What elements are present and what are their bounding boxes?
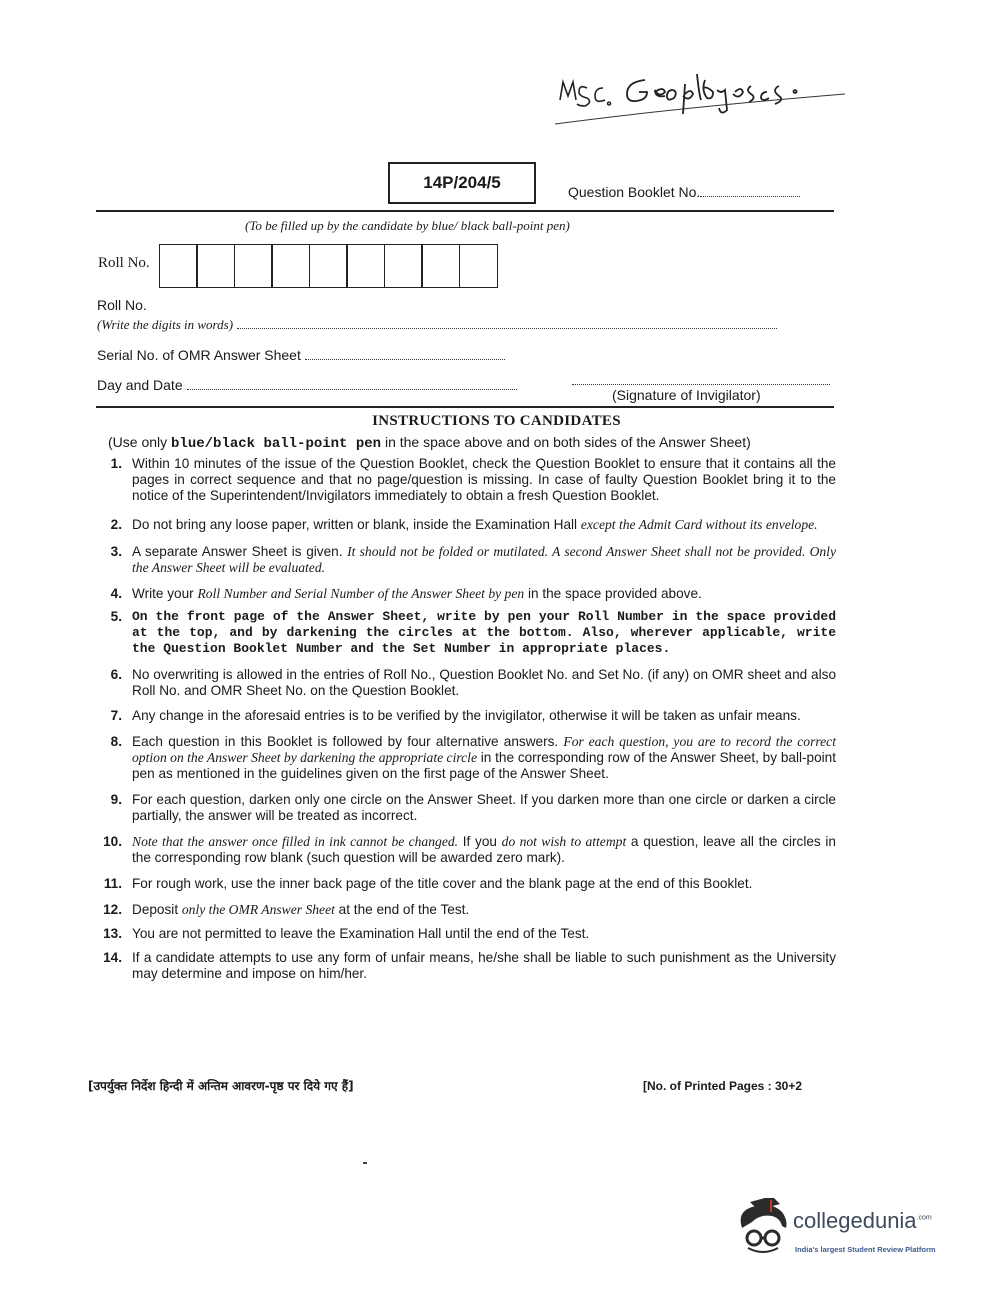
brand-suffix: .com [916,1214,932,1222]
list-item [96,876,836,892]
omr-serial-field [97,347,505,363]
header-divider [96,210,834,212]
item-number: 7. [110,708,122,723]
item-text-part: at the end of the Test. [334,902,470,917]
fill-instruction-note: (To be filled up by the candidate by blue/ black ball-point pen) [245,218,570,233]
instructions-heading: INSTRUCTIONS TO CANDIDATES [372,413,621,429]
paper-code: 14P/204/5 [423,173,501,192]
item-number: 10. [103,834,122,849]
item-text: You are not permitted to leave the Examination Hall until the end of the Test. [132,926,590,941]
list-item [96,734,836,782]
list-item [96,517,836,533]
item-number: 1. [110,456,122,471]
roll-no-label: Roll No. [98,255,150,271]
item-text: No overwriting is allowed in the entries of Roll No., Question Booklet No. and Set No. (if any) on OMR sheet and also Roll No. and OMR Sheet No. on the Question Booklet. [132,667,836,698]
question-booklet-no-blank[interactable] [700,184,800,197]
day-date-blank[interactable] [187,377,517,390]
instructions-subheading [108,434,751,452]
list-item [96,708,836,724]
item-text-italic: only the OMR Answer Sheet [181,902,335,917]
roll-no-box[interactable] [271,244,310,288]
hindi-note: [उपर्युक्त निर्देश हिन्दी में अन्तिम आवरण-पृष्ठ पर दिये गए हैं] [88,1079,354,1093]
item-text [132,586,836,602]
item-text [132,734,836,782]
item-text-italic: do not wish to attempt [501,834,627,849]
list-item [96,792,836,824]
roll-no-boxes [160,244,498,288]
item-number: 12. [103,902,122,917]
item-text: Within 10 minutes of the issue of the Question Booklet, check the Question Booklet to ensure that it contains all the pages in correct sequence and that no page/question is missing. In case of faulty Question Booklet bring it to the notice of the Superintendent/Invigilators immediately to obtain a fresh Question Booklet. [132,456,836,503]
item-text-part: Do not bring any loose paper, written or blank, inside the Examination Hall [132,517,581,532]
item-text: On the front page of the Answer Sheet, write by pen your Roll Number in the space provided at the top, and by darkening the circles at the bottom. Also, wherever applicable, write the Question Booklet Number and the Set Number in appropriate places. [132,609,836,656]
item-text-italic: Note that the answer once filled in ink cannot be changed. [132,834,459,849]
roll-no-box[interactable] [384,244,423,288]
subheading-post: in the space above and on both sides of the Answer Sheet) [381,434,751,450]
collegedunia-brand [793,1208,932,1234]
list-item [96,950,836,982]
roll-no-words-blank[interactable] [237,316,777,329]
roll-no-box[interactable] [234,244,273,288]
brand-name: collegedunia [793,1208,917,1233]
collegedunia-logo-icon [736,1198,792,1256]
item-text-italic: Roll Number and Serial Number of the Answer Sheet by pen [197,586,525,601]
subheading-pre: (Use only [108,434,172,450]
item-text-part: Write your [132,586,198,601]
item-text-part: A separate Answer Sheet is given. [132,544,348,559]
list-item [96,456,836,504]
item-text-part: in the space provided above. [524,586,702,601]
item-text-part: If you [458,834,502,849]
item-text [132,834,836,866]
item-number: 8. [110,734,122,749]
item-number: 6. [110,667,122,682]
item-text [132,902,836,918]
list-item [96,667,836,699]
collegedunia-tagline: India's largest Student Review Platform [795,1245,936,1254]
item-number: 9. [110,792,122,807]
item-text-italic: except the Admit Card without its envelope. [580,517,818,532]
item-text-italic: For each question, you are to record the correct option on the Answer Sheet by darkening the appropriate circle [132,734,836,765]
list-item [96,609,836,657]
item-number: 4. [110,586,122,601]
paper-code-box [388,162,536,204]
list-item [96,926,836,942]
item-text-part: Deposit [132,902,182,917]
roll-no-words-field [97,316,777,333]
item-number: 11. [103,876,122,891]
item-text: For rough work, use the inner back page of the title cover and the blank page at the end of this Booklet. [132,876,753,891]
roll-no-box[interactable] [309,244,348,288]
item-number: 2. [110,517,122,532]
question-booklet-no-field [568,184,800,200]
roll-no-box[interactable] [159,244,198,288]
day-date-field [97,377,517,393]
list-item [96,902,836,918]
page-mark [363,1162,367,1164]
roll-no-words-label: Roll No. [97,297,147,313]
item-text: For each question, darken only one circle on the Answer Sheet. If you darken more than one circle or darken a circle partially, the answer will be treated as incorrect. [132,792,836,823]
question-booklet-no-label: Question Booklet No. [568,184,701,200]
item-text-part: in the corresponding row of the Answer Sheet, by ball-point pen as mentioned in the guidelines given on the first page of the Answer Sheet. [132,750,836,781]
handwritten-note [555,70,855,130]
subheading-bold: blue/black ball-point pen [171,436,382,452]
roll-no-box[interactable] [459,244,498,288]
invigilator-signature-label: (Signature of Invigilator) [612,387,761,403]
printed-pages-note: [No. of Printed Pages : 30+2 [643,1079,803,1093]
form-divider [96,406,834,408]
item-number: 3. [110,544,122,559]
item-number: 13. [103,926,122,941]
item-text-italic: It should not be folded or mutilated. A second Answer Sheet shall not be provided. Only the Answer Sheet will be evaluated. [132,544,836,575]
item-text: If a candidate attempts to use any form of unfair means, he/she shall be liable to such punishment as the University may determine and impose on him/her. [132,950,836,981]
roll-no-box[interactable] [346,244,385,288]
item-number: 14. [103,950,122,965]
list-item [96,834,836,866]
omr-serial-label: Serial No. of OMR Answer Sheet [97,347,301,363]
roll-no-box[interactable] [196,244,235,288]
omr-serial-blank[interactable] [305,347,505,360]
item-text [132,544,836,576]
roll-no-box[interactable] [421,244,460,288]
instructions-list [96,456,836,982]
list-item [96,544,836,576]
item-number: 5. [110,609,122,624]
item-text-part: a question, leave all the circles in the corresponding row blank (such question will be awarded zero mark). [132,834,836,865]
roll-no-words-sub: (Write the digits in words) [97,317,234,332]
item-text: Any change in the aforesaid entries is to be verified by the invigilator, otherwise it will be taken as unfair means. [132,708,801,723]
list-item [96,586,836,602]
item-text [132,517,836,533]
day-date-label: Day and Date [97,377,183,393]
item-text-part: Each question in this Booklet is followed by four alternative answers. [132,734,564,749]
